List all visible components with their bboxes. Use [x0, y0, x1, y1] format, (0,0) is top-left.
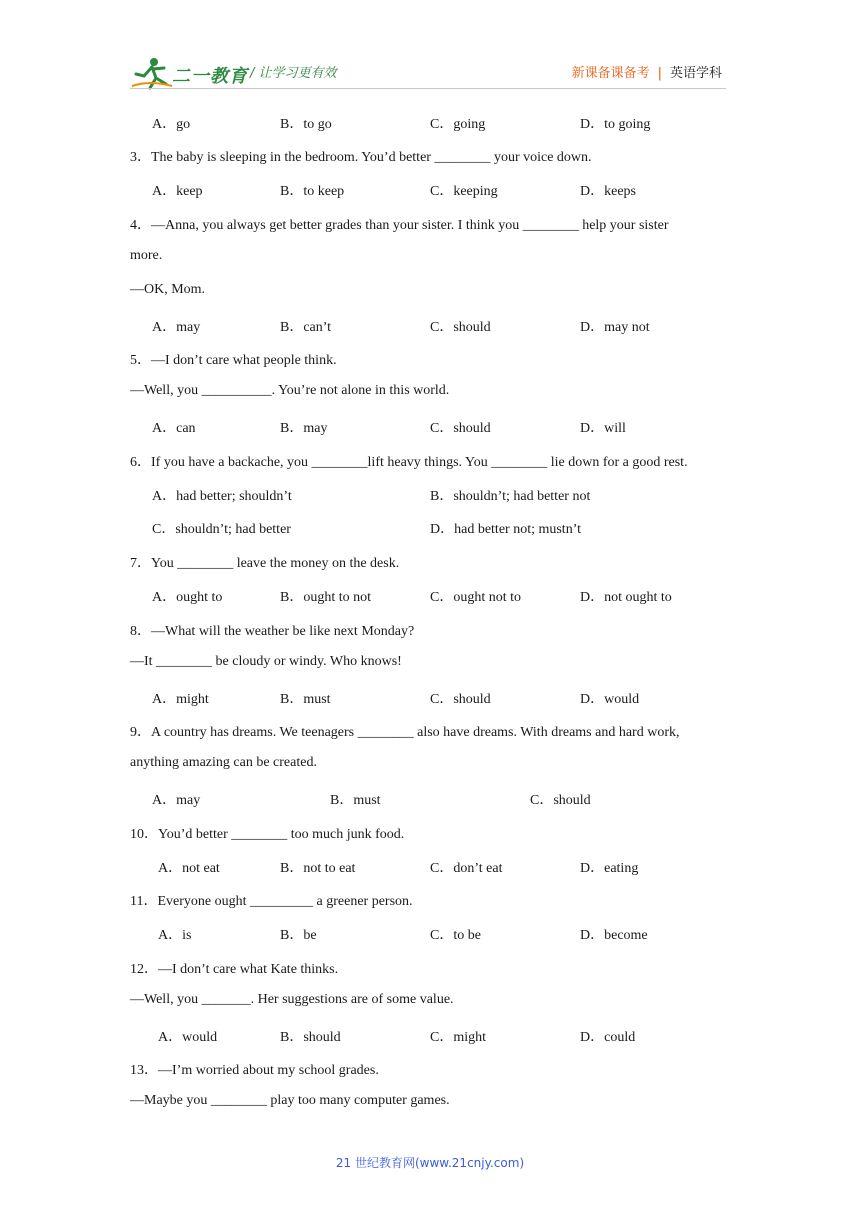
answer-option: B．not to eat [280, 861, 356, 876]
answer-option: D．eating [580, 861, 639, 876]
answer-option: C．should [430, 421, 491, 436]
answer-option: D．keeps [580, 184, 636, 199]
answer-option: C．should [530, 793, 591, 808]
answer-option: B．may [280, 421, 328, 436]
answer-option: A．may [152, 793, 201, 808]
header-subject-label: 英语学科 [669, 66, 722, 81]
answer-option: A．may [152, 320, 201, 335]
question-text-line: 3．The baby is sleeping in the bedroom. You’d better ________ your voice down. [130, 150, 592, 165]
answer-option: D．could [580, 1030, 636, 1045]
question-text-line: 7．You ________ leave the money on the desk. [130, 556, 400, 571]
answer-option: B．to go [280, 117, 332, 132]
answer-option: D．become [580, 928, 648, 943]
answer-option: C．don’t eat [430, 861, 503, 876]
answer-option: A．ought to [152, 590, 223, 605]
answer-option: A．is [158, 928, 192, 943]
page-header [0, 0, 860, 100]
answer-option: B．shouldn’t; had better not [430, 489, 591, 504]
answer-option: C．ought not to [430, 590, 522, 605]
header-separator: | [657, 66, 662, 81]
answer-option: C．should [430, 692, 491, 707]
question-text-line: 4．—Anna, you always get better grades than your sister. I think you ________ help your sister [130, 218, 669, 233]
question-text-line: —Well, you _______. Her suggestions are of some value. [130, 992, 454, 1007]
answer-option: C．to be [430, 928, 481, 943]
answer-option: A．might [152, 692, 209, 707]
question-text-line: 13．—I’m worried about my school grades. [130, 1063, 379, 1078]
header-subject [572, 62, 722, 81]
question-text-line: —Well, you __________. You’re not alone in this world. [130, 383, 450, 398]
question-text-line: —OK, Mom. [130, 282, 206, 297]
answer-option: A．would [158, 1030, 218, 1045]
answer-option: D．would [580, 692, 640, 707]
question-text-line: —Maybe you ________ play too many computer games. [130, 1093, 450, 1108]
question-text-line: 11．Everyone ought _________ a greener person. [130, 894, 413, 909]
question-text-line: anything amazing can be created. [130, 755, 317, 770]
answer-option: C．might [430, 1030, 487, 1045]
answer-option: C．keeping [430, 184, 498, 199]
answer-option: B．can’t [280, 320, 332, 335]
answer-option: B．be [280, 928, 317, 943]
brand-slogan: / 让学习更有效 [250, 66, 337, 81]
answer-option: D．not ought to [580, 590, 672, 605]
answer-option: B．to keep [280, 184, 345, 199]
answer-option: D．may not [580, 320, 650, 335]
answer-option: A．not eat [158, 861, 220, 876]
question-text-line: 5．—I don’t care what people think. [130, 353, 337, 368]
answer-option: C．should [430, 320, 491, 335]
answer-option: A．keep [152, 184, 203, 199]
question-text-line: 6．If you have a backache, you ________lift heavy things. You ________ lie down for a good rest. [130, 455, 688, 470]
brand-logo-text: 二一教育 [172, 66, 248, 87]
answer-option: B．must [280, 692, 331, 707]
question-text-line: 10．You’d better ________ too much junk food. [130, 827, 405, 842]
answer-option: C．shouldn’t; had better [152, 522, 291, 537]
answer-option: D．will [580, 421, 626, 436]
question-text-line: 9．A country has dreams. We teenagers ________ also have dreams. With dreams and hard work, [130, 725, 680, 740]
answer-option: D．had better not; mustn’t [430, 522, 581, 537]
answer-option: A．can [152, 421, 196, 436]
answer-option: B．must [330, 793, 381, 808]
answer-option: B．ought to not [280, 590, 372, 605]
question-text-line: 12．—I don’t care what Kate thinks. [130, 962, 339, 977]
question-text-line: —It ________ be cloudy or windy. Who knows! [130, 654, 402, 669]
page-footer: 21 世纪教育网(www.21cnjy.com) [335, 1156, 525, 1170]
answer-option: D．to going [580, 117, 651, 132]
question-text-line: 8．—What will the weather be like next Monday? [130, 624, 415, 639]
answer-option: A．go [152, 117, 191, 132]
question-text-line: more. [130, 248, 163, 263]
answer-option: A．had better; shouldn’t [152, 489, 292, 504]
answer-option: B．should [280, 1030, 341, 1045]
running-figure-logo-icon [130, 56, 174, 90]
answer-option: C．going [430, 117, 486, 132]
header-course-label: 新课备课备考 [571, 66, 650, 81]
header-divider [130, 88, 726, 89]
